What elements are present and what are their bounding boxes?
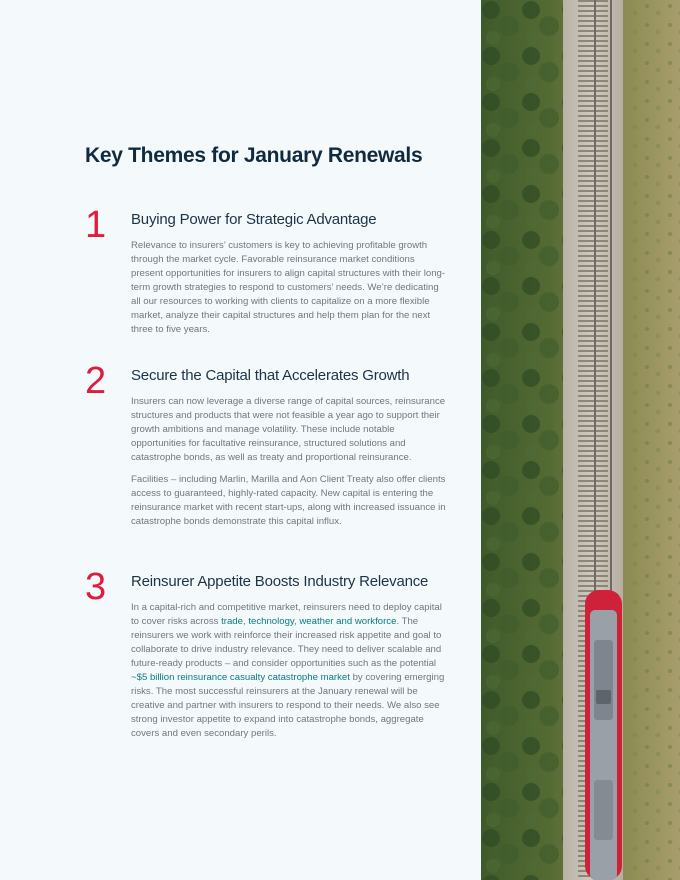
casualty-cat-market-link[interactable]: ~$5 billion reinsurance casualty catastrophe market xyxy=(131,672,350,683)
theme-heading: Buying Power for Strategic Advantage xyxy=(131,211,377,228)
theme-3 xyxy=(85,566,447,749)
theme-heading: Secure the Capital that Accelerates Growth xyxy=(131,367,410,384)
body-text: In a capital-rich and competitive market, reinsurers need to deploy capital to cover risks across xyxy=(131,602,442,627)
weather-workforce-link[interactable]: weather and workforce xyxy=(299,616,397,627)
theme-number: 2 xyxy=(85,360,107,402)
theme-2 xyxy=(85,360,447,537)
trade-link[interactable]: trade xyxy=(221,616,243,627)
body-text: . The reinsurers we work with reinforce their increased risk appetite and goal to collaborate to drive industry relevance. They need to deliver scalable and future-ready products – and consider opportunities such as the potential xyxy=(131,616,442,669)
theme-paragraph xyxy=(131,601,447,741)
separator: , xyxy=(242,616,249,627)
theme-1 xyxy=(85,204,447,345)
theme-paragraph: Relevance to insurers’ customers is key to achieving profitable growth through the market cycle. Favorable reinsurance market conditions present opportunities for insurers to align capital structures with their long-term growth strategies to respond to customers’ needs. We’re dedicating all our resources to working with clients to capitalize on a more flexible market, analyze their capital structures and help them plan for the next three to five years. xyxy=(131,240,446,335)
theme-number: 1 xyxy=(85,204,107,246)
technology-link[interactable]: technology xyxy=(248,616,295,627)
body-text: by covering emerging risks. The most successful reinsurers at the January renewal will be creative and partner with insurers to respond to their needs. We also see strong investor appetite to expand into catastrophe bonds, aggregate covers and even secondary perils. xyxy=(131,672,445,739)
page-title: Key Themes for January Renewals xyxy=(85,144,423,167)
theme-paragraph: Insurers can now leverage a diverse range of capital sources, reinsurance structures and products that were not feasible a year ago to support their growth ambitions and manage volatility. These include notable opportunities for facultative reinsurance, structured solutions and catastrophe bonds, as well as treaty and proportional reinsurance. xyxy=(131,396,446,463)
separator: , xyxy=(294,616,300,627)
aerial-train-photo xyxy=(481,0,680,880)
theme-heading: Reinsurer Appetite Boosts Industry Relevance xyxy=(131,573,429,590)
theme-paragraph: Facilities – including Marlin, Marilla and Aon Client Treaty also offer clients access to guaranteed, highly-rated capacity. New capital is entering the reinsurance market with recent start-ups, along with increased issuance in catastrophe bonds demonstrate this capital influx. xyxy=(131,474,446,527)
theme-number: 3 xyxy=(85,566,107,608)
